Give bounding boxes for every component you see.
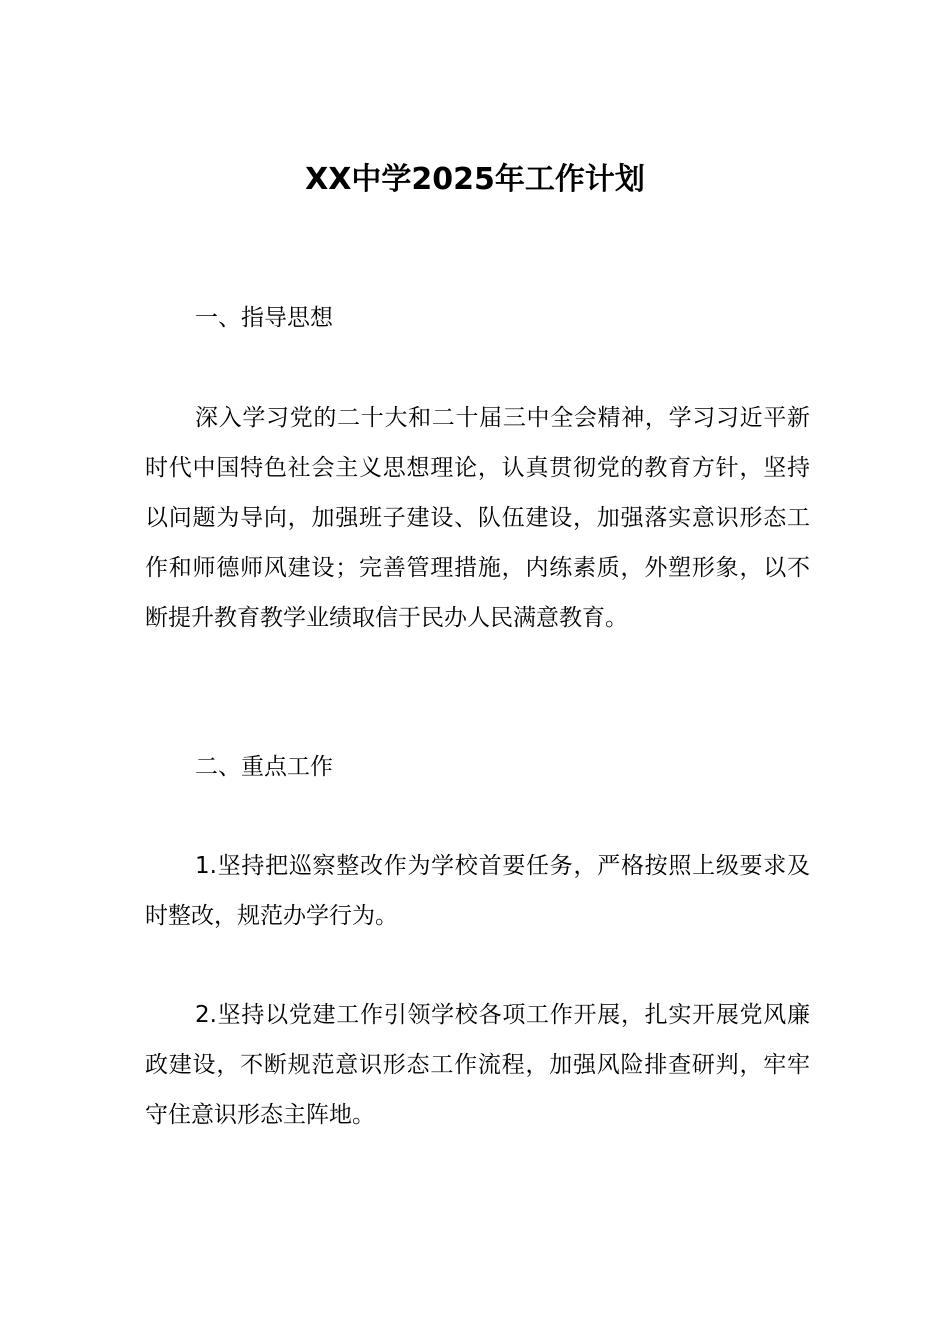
section-heading-guiding-ideology: 一、指导思想: [195, 305, 333, 331]
key-work-item-1: 1.坚持把巡察整改作为学校首要任务，严格按照上级要求及时整改，规范办学行为。: [145, 853, 810, 929]
document-title: XX中学2025年工作计划: [305, 162, 645, 197]
section-heading-key-work: 二、重点工作: [195, 754, 333, 780]
key-work-item-2: 2.坚持以党建工作引领学校各项工作开展，扎实开展党风廉政建设，不断规范意识形态工作流程，加强风险排查研判，牢牢守住意识形态主阵地。: [145, 1002, 810, 1128]
section-paragraph-guiding-ideology: 深入学习党的二十大和二十届三中全会精神，学习习近平新时代中国特色社会主义思想理论，认真贯彻党的教育方针，坚持以问题为导向，加强班子建设、队伍建设，加强落实意识形态工作和师德师风建设；完善管理措施，内练素质，外塑形象，以不断提升教育教学业绩取信于民办人民满意教育。: [145, 405, 810, 631]
